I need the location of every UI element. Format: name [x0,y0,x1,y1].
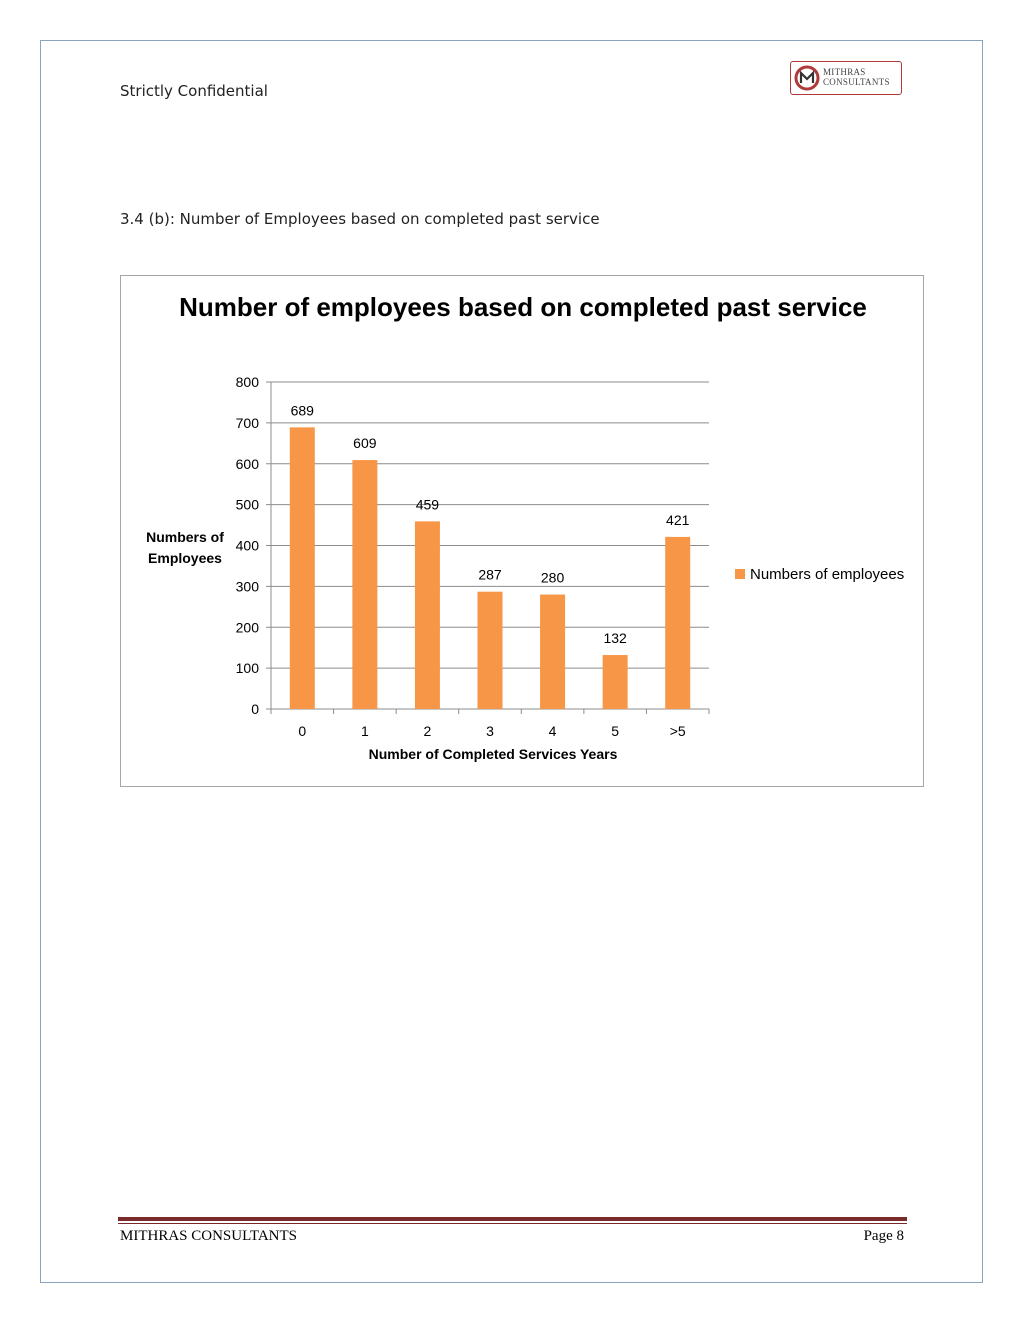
y-tick-label: 200 [235,619,259,636]
bar [540,595,565,709]
x-tick-label: 1 [360,723,369,739]
chart-frame [120,275,924,787]
y-tick-label: 800 [235,374,259,390]
y-tick-label: 700 [235,414,259,431]
bar [352,460,377,709]
x-tick-label: 3 [486,723,494,739]
y-tick-label: 300 [235,578,259,595]
y-tick-label: 400 [235,537,259,554]
data-label: 132 [603,630,627,647]
footer-rule-thin [118,1223,907,1224]
footer-rule [118,1217,907,1221]
bar [665,537,690,709]
chart-title: Number of employees based on completed past service [179,292,867,322]
data-label: 689 [290,402,314,419]
bar [603,655,628,709]
confidentiality-label: Strictly Confidential [120,82,268,100]
x-tick-label: 5 [611,723,620,739]
y-tick-label: 100 [235,660,259,677]
logo-emblem-icon [794,65,822,91]
logo-text [823,67,890,87]
y-axis-title: Numbers of Employees [146,529,224,566]
legend-swatch [735,569,745,579]
footer-page-number: Page 8 [863,1228,904,1244]
data-label: 609 [353,435,377,452]
bar [478,592,503,709]
section-heading: 3.4 (b): Number of Employees based on completed past service [120,210,600,228]
data-label: 280 [540,569,565,586]
x-tick-label: 2 [423,723,432,739]
chart-legend [735,566,904,583]
y-tick-label: 0 [251,701,259,717]
legend-label: Numbers of employees [750,566,905,583]
bar-chart [121,276,925,788]
data-label: 287 [478,566,502,583]
data-label: 421 [666,511,690,528]
logo-text-line1: MITHRAS [823,67,866,77]
bar [290,427,315,709]
x-tick-label: >5 [669,723,686,739]
company-logo [790,61,902,95]
y-tick-label: 600 [235,455,259,472]
x-tick-label: 4 [548,723,557,739]
data-label: 459 [415,496,440,513]
logo-text-line2: CONSULTANTS [823,77,890,87]
x-tick-label: 0 [298,723,307,739]
footer-company: MITHRAS CONSULTANTS [120,1228,298,1244]
y-tick-label: 500 [235,496,259,513]
bar [415,521,440,709]
x-axis-title: Number of Completed Services Years [368,746,618,762]
